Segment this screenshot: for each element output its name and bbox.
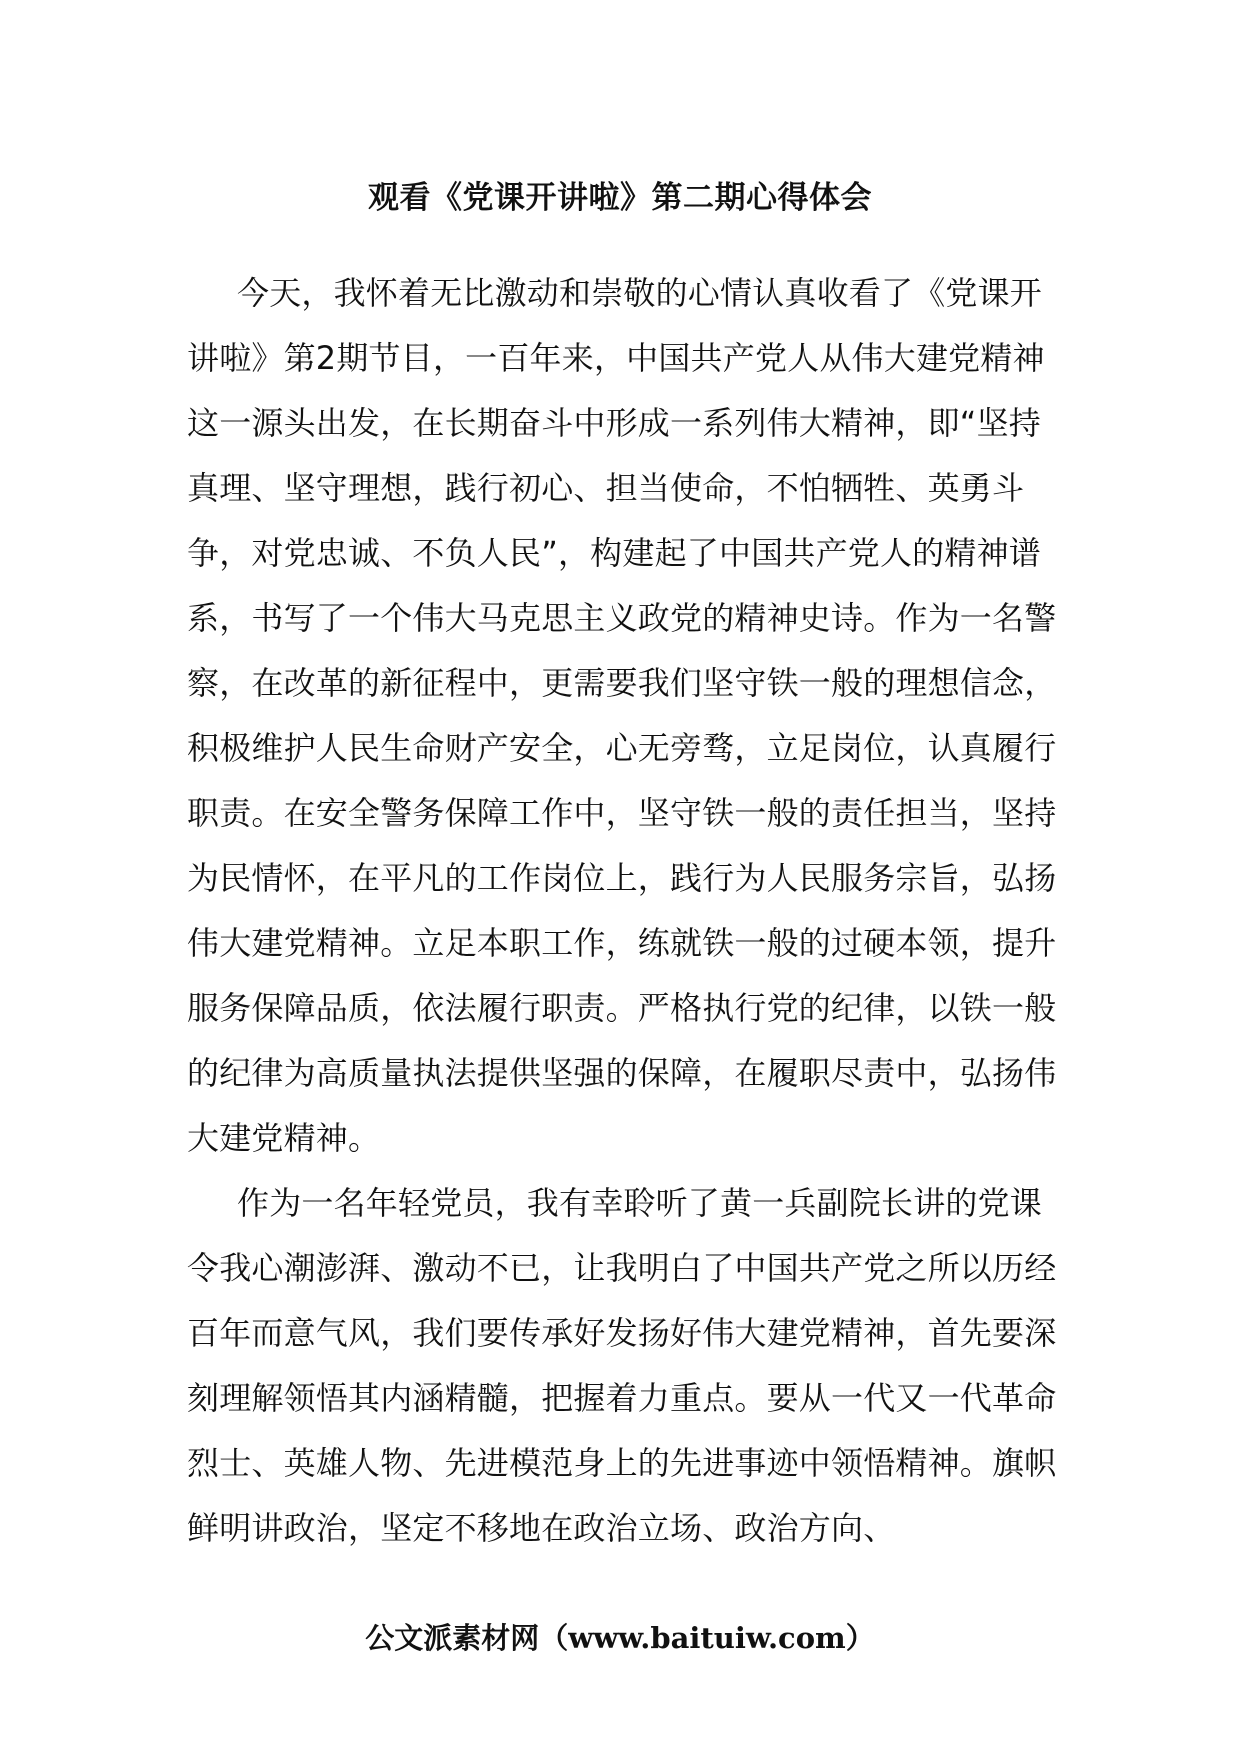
paragraph-2: 作为一名年轻党员，我有幸聆听了黄一兵副院长讲的党课令我心潮澎湃、激动不已，让我明白了中国共产党之所以历经百年而意气风，我们要传承好发扬好伟大建党精神，首先要深刻理解领悟其内涵精髓，把握着力重点。要从一代又一代革命烈士、英雄人物、先进模范身上的先进事迹中领悟精神。旗帜鲜明讲政治，坚定不移地在政治立场、政治方向、 <box>187 1184 1057 1547</box>
footer-watermark: 公文派素材网（www.baituiw.com） <box>365 1621 875 1655</box>
paragraph-1: 今天，我怀着无比激动和崇敬的心情认真收看了《党课开讲啦》第2期节目，一百年来，中国共产党人从伟大建党精神这一源头出发，在长期奋斗中形成一系列伟大精神，即“坚持真理、坚守理想，践行初心、担当使命，不怕牺牲、英勇斗争，对党忠诚、不负人民”，构建起了中国共产党人的精神谱系，书写了一个伟大马克思主义政党的精神史诗。作为一名警察，在改革的新征程中，更需要我们坚守铁一般的理想信念，积极维护人民生命财产安全，心无旁骛，立足岗位，认真履行职责。在安全警务保障工作中，坚守铁一般的责任担当，坚持为民情怀，在平凡的工作岗位上，践行为人民服务宗旨，弘扬伟大建党精神。立足本职工作，练就铁一般的过硬本领，提升服务保障品质，依法履行职责。严格执行党的纪律，以铁一般的纪律为高质量执法提供坚强的保障，在履职尽责中，弘扬伟大建党精神。 <box>187 274 1057 1157</box>
document-body <box>187 261 1062 1561</box>
document-title: 观看《党课开讲啦》第二期心得体会 <box>368 180 872 216</box>
